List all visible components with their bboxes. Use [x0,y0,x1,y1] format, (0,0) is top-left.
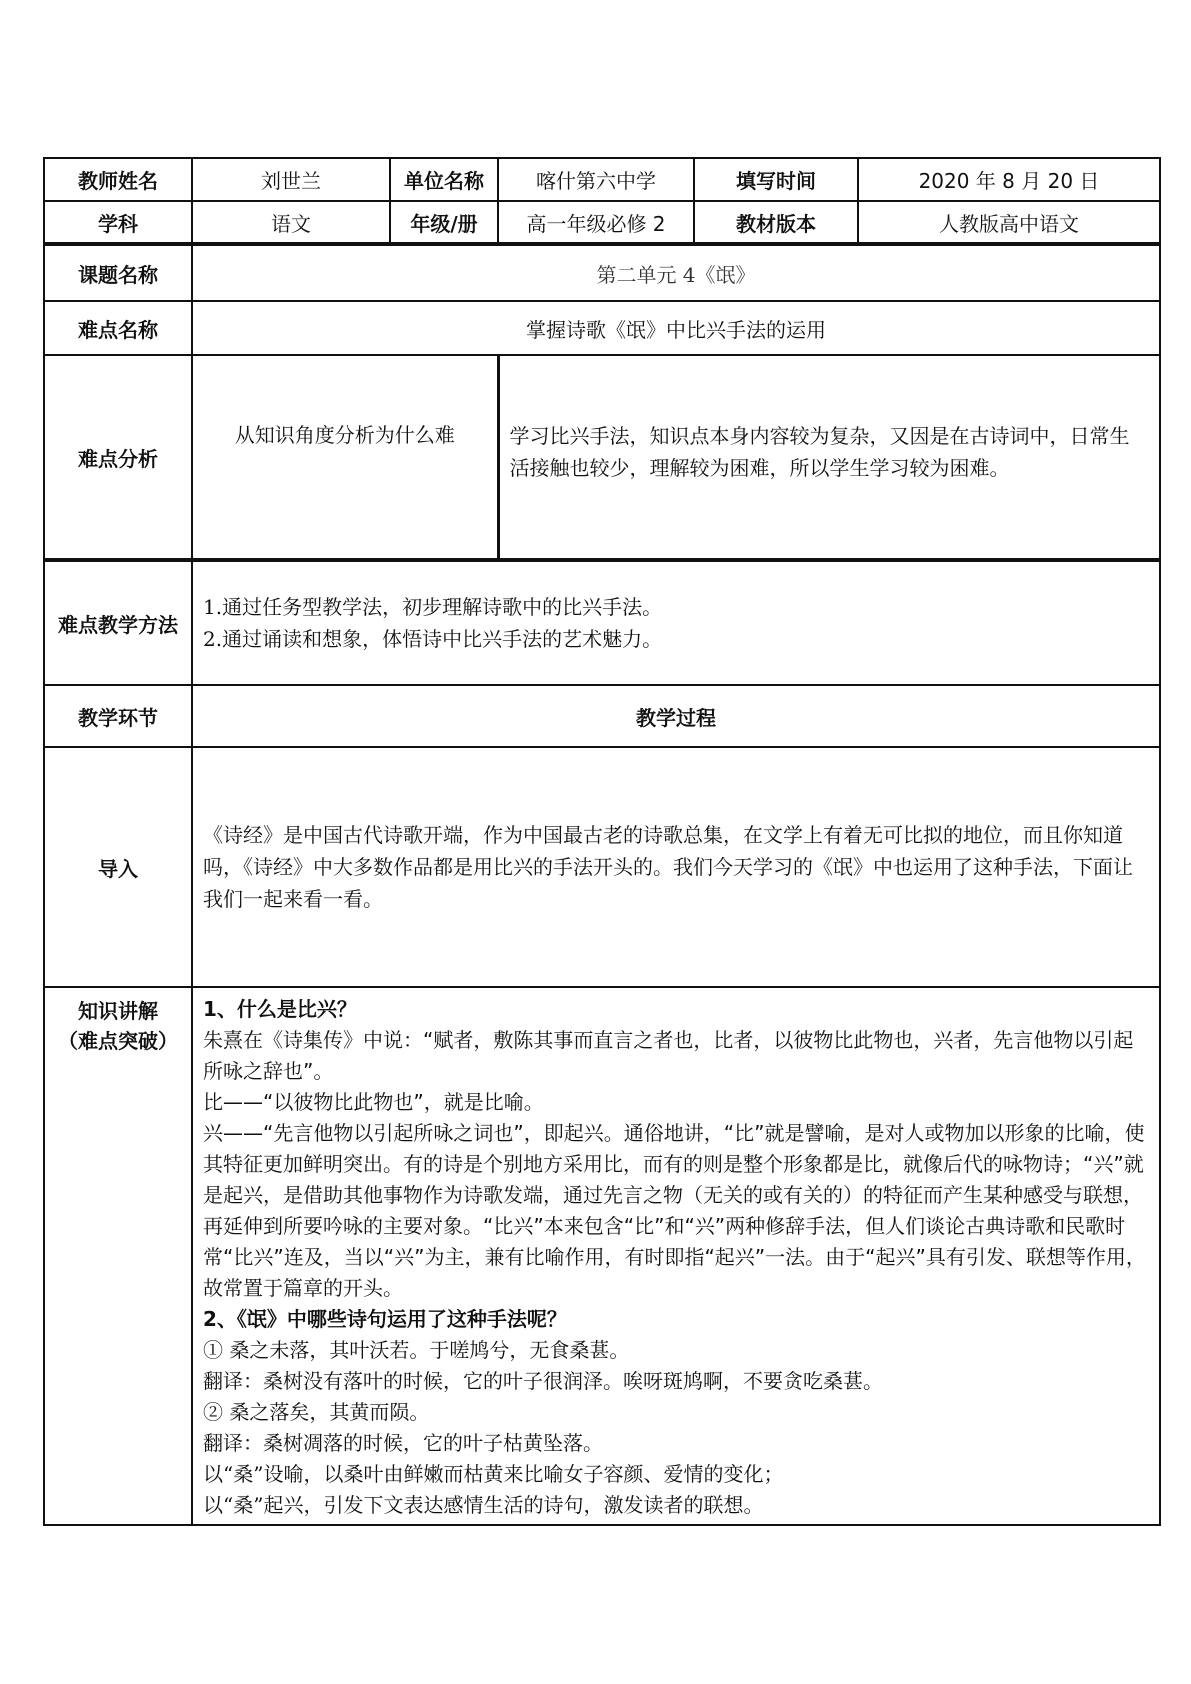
topic-value: 第二单元 4《氓》 [192,244,1160,301]
difficulty-value: 掌握诗歌《氓》中比兴手法的运用 [192,301,1160,355]
fill-date-value: 2020 年 8 月 20 日 [858,158,1160,201]
knowledge-para-1: 朱熹在《诗集传》中说：“赋者，敷陈其事而直言之者也，比者，以彼物比此物也，兴者，先言他物以引起所咏之辞也”。 [203,1028,1134,1083]
analysis-sub-label: 从知识角度分析为什么难 [192,355,498,560]
teacher-name-value: 刘世兰 [192,158,390,201]
knowledge-para-2: 比——“以彼物比此物也”，就是比喻。 [203,1090,544,1114]
process-stage-label: 教学环节 [44,685,192,747]
topic-label: 课题名称 [44,244,192,301]
textbook-value: 人教版高中语文 [858,201,1160,244]
knowledge-heading-2: 2、《氓》中哪些诗句运用了这种手法呢？ [203,1307,567,1331]
method-content [192,560,1160,685]
teacher-name-label: 教师姓名 [44,158,192,201]
knowledge-label-line2: （难点突破） [58,1029,178,1053]
knowledge-para-3: 兴——“先言他物以引起所咏之词也”，即起兴。通俗地讲，“比”就是譬喻，是对人或物加以形象的比喻，使其特征更加鲜明突出。有的诗是个别地方采用比，而有的则是整个形象都是比，就像后代的咏物诗；“兴”就是起兴，是借助其他事物作为诗歌发端，通过先言之物（无关的或有关的）的特征而产生某种感受与联想，再延伸到所要吟咏的主要对象。“比兴”本来包含“比”和“兴”两种修辞手法，但人们谈论古典诗歌和民歌时常“比兴”连及，当以“兴”为主，兼有比喻作用，有时即指“起兴”一法。由于“起兴”具有引发、联想等作用，故常置于篇章的开头。 [203,1121,1146,1300]
method-label: 难点教学方法 [44,560,192,685]
grade-label: 年级/册 [390,201,498,244]
intro-label: 导入 [44,747,192,987]
analysis-label: 难点分析 [44,355,192,560]
subject-value: 语文 [192,201,390,244]
subject-label: 学科 [44,201,192,244]
knowledge-label [44,987,192,1525]
process-label: 教学过程 [192,685,1160,747]
knowledge-content [192,987,1160,1525]
knowledge-note-2: 以“桑”起兴，引发下文表达感情生活的诗句，激发读者的联想。 [203,1493,764,1517]
knowledge-translation-2: 翻译：桑树凋落的时候，它的叶子枯黄坠落。 [203,1431,603,1455]
unit-name-value: 喀什第六中学 [498,158,694,201]
grade-value: 高一年级必修 2 [498,201,694,244]
textbook-label: 教材版本 [694,201,858,244]
knowledge-heading-1: 1、什么是比兴？ [203,997,357,1021]
knowledge-verse-2: ② 桑之落矣，其黄而陨。 [203,1400,430,1424]
analysis-content: 学习比兴手法，知识点本身内容较为复杂，又因是在古诗词中，日常生活接触也较少，理解较为困难，所以学生学习较为困难。 [498,355,1160,560]
method-item-1: 1.通过任务型教学法，初步理解诗歌中的比兴手法。 [203,595,663,619]
knowledge-translation-1: 翻译：桑树没有落叶的时候，它的叶子很润泽。唉呀斑鸠啊，不要贪吃桑葚。 [203,1369,883,1393]
unit-name-label: 单位名称 [390,158,498,201]
fill-date-label: 填写时间 [694,158,858,201]
knowledge-note-1: 以“桑”设喻，以桑叶由鲜嫩而枯黄来比喻女子容颜、爱情的变化； [203,1462,784,1486]
intro-content: 《诗经》是中国古代诗歌开端，作为中国最古老的诗歌总集，在文学上有着无可比拟的地位，而且你知道吗，《诗经》中大多数作品都是用比兴的手法开头的。我们今天学习的《氓》中也运用了这种手法，下面让我们一起来看一看。 [192,747,1160,987]
lesson-plan-sheet [43,157,1159,1526]
knowledge-label-line1: 知识讲解 [78,999,158,1023]
method-item-2: 2.通过诵读和想象，体悟诗中比兴手法的艺术魅力。 [203,627,663,651]
lesson-plan-table [43,157,1161,1526]
difficulty-label: 难点名称 [44,301,192,355]
knowledge-verse-1: ① 桑之未落，其叶沃若。于嗟鸠兮，无食桑葚。 [203,1338,630,1362]
